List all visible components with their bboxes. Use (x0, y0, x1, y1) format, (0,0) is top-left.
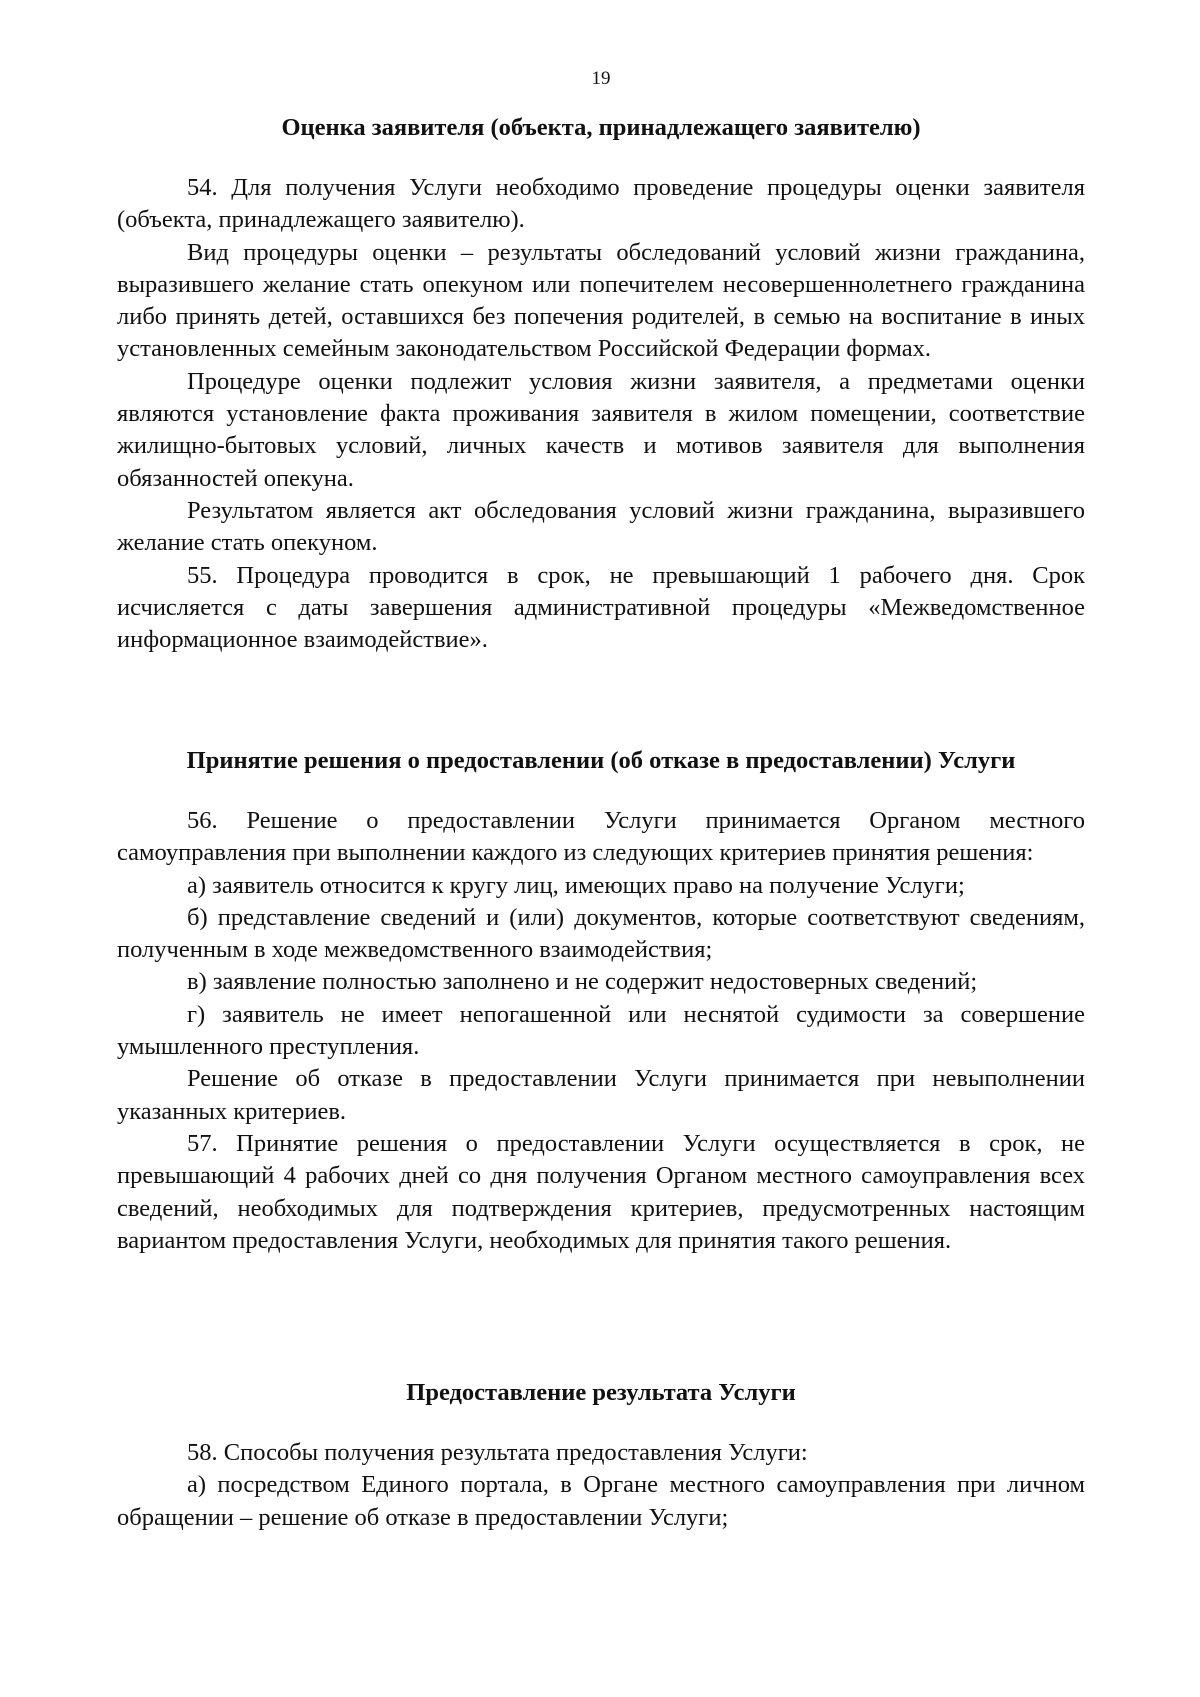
section-heading: Принятие решения о предоставлении (об отказе в предоставлении) Услуги (186, 747, 1016, 774)
section-decision (117, 745, 1085, 1257)
paragraph: Процедуре оценки подлежит условия жизни заявителя, а предметами оценки являются установление факта проживания заявителя в жилом помещении, соответствие жилищно-бытовых условий, личных качеств и мотивов заявителя для выполнения обязанностей опекуна. (117, 367, 1085, 492)
paragraph: б) представление сведений и (или) документов, которые соответствуют сведениям, полученным в ходе межведомственного взаимодействия; (117, 903, 1085, 964)
paragraph: г) заявитель не имеет непогашенной или неснятой судимости за совершение умышленного преступления. (117, 1000, 1085, 1061)
paragraph: 56. Решение о предоставлении Услуги принимается Органом местного самоуправления при выполнении каждого из следующих критериев принятия решения: (117, 807, 1085, 867)
section-result-delivery (117, 1377, 1085, 1534)
paragraph: 58. Способы получения результата предоставления Услуги: (187, 1439, 808, 1466)
paragraph: 57. Принятие решения о предоставлении Услуги осуществляется в срок, не превышающий 4 рабочих дней со дня получения Органом местного самоуправления всех сведений, необходимых для подтверждения критериев, предусмотренных настоящим вариантом предоставления Услуги, необходимых для принятия такого решения. (117, 1129, 1085, 1254)
paragraph: Решение об отказе в предоставлении Услуги принимается при невыполнении указанных критериев. (117, 1065, 1085, 1125)
paragraph: Результатом является акт обследования условий жизни гражданина, выразившего желание стать опекуном. (117, 496, 1085, 557)
paragraph: 54. Для получения Услуги необходимо проведение процедуры оценки заявителя (объекта, принадлежащего заявителю). (117, 174, 1085, 234)
page-number: 19 (591, 68, 611, 89)
section-heading: Предоставление результата Услуги (406, 1379, 796, 1406)
paragraph: а) посредством Единого портала, в Органе местного самоуправления при личном обращении – решение об отказе в предоставлении Услуги; (117, 1471, 1085, 1531)
paragraph: а) заявитель относится к кругу лиц, имеющих право на получение Услуги; (187, 871, 965, 899)
paragraph: 55. Процедура проводится в срок, не превышающий 1 рабочего дня. Срок исчисляется с даты завершения административной процедуры «Межведомственное информационное взаимодействие». (117, 561, 1085, 654)
section-heading: Оценка заявителя (объекта, принадлежащего заявителю) (281, 114, 921, 141)
paragraph: Вид процедуры оценки – результаты обследований условий жизни гражданина, выразившего желание стать опекуном или попечителем несовершеннолетнего гражданина либо принять детей, оставшихся без попечения родителей, в семью на воспитание в иных установленных семейным законодательством Российской Федерации формах. (117, 238, 1085, 363)
section-applicant-assessment (117, 112, 1085, 656)
paragraph: в) заявление полностью заполнено и не содержит недостоверных сведений; (187, 968, 978, 996)
